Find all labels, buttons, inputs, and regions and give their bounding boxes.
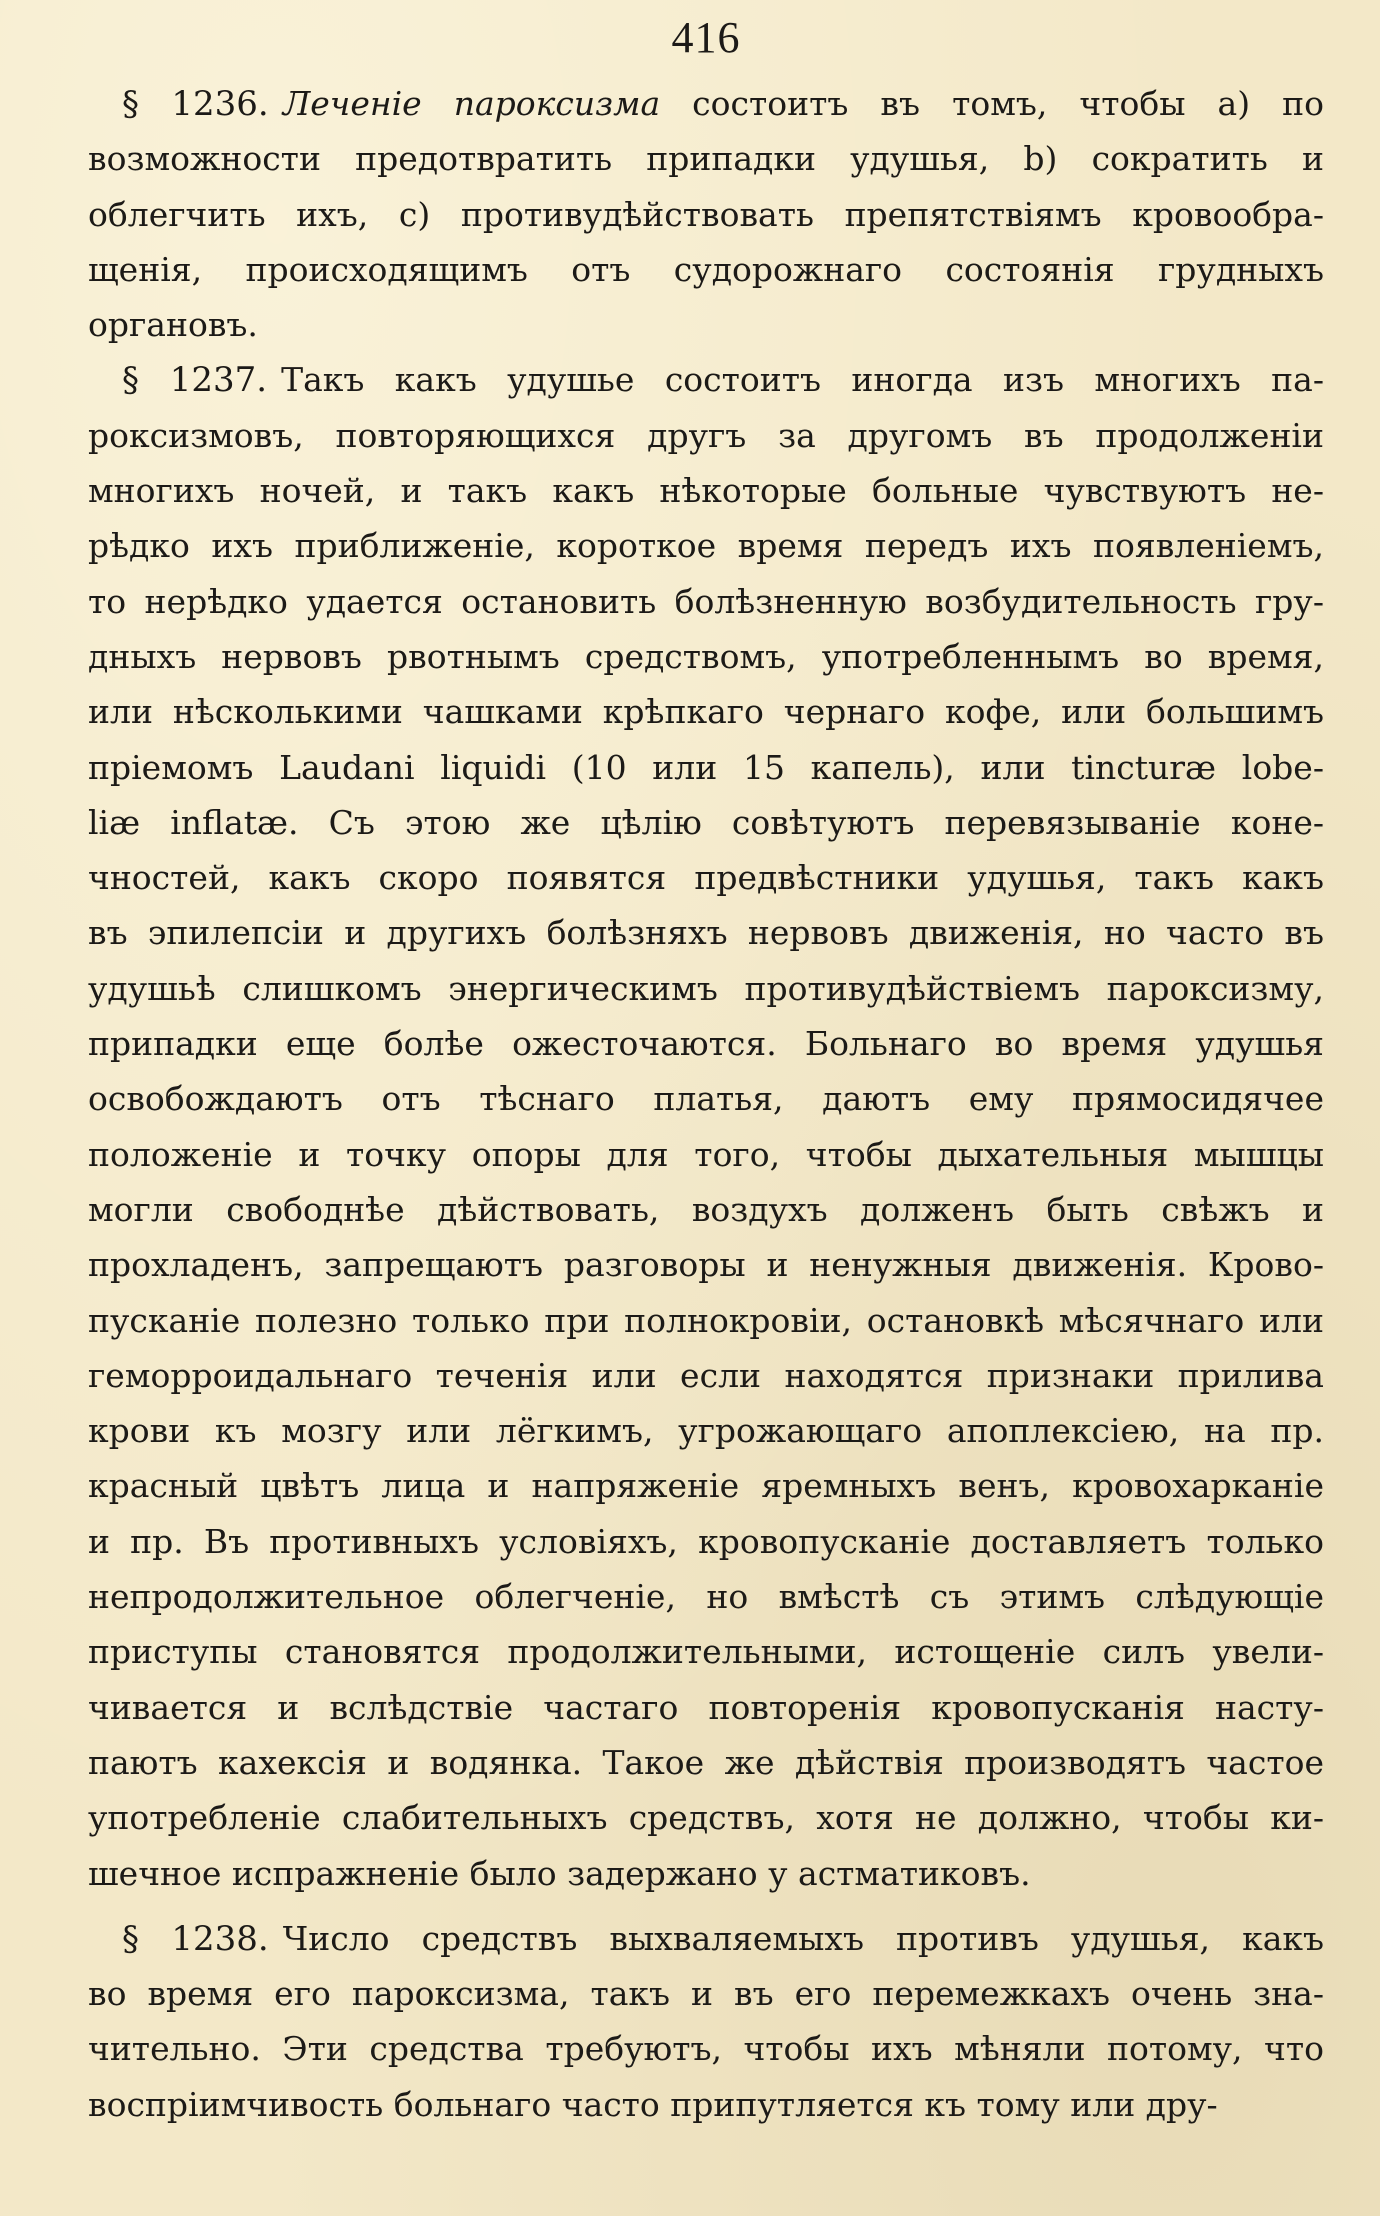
text-line: освобождаютъ отъ тѣснаго платья, даютъ ему прямосидячее — [88, 1079, 1324, 1119]
text-line: въ эпилепсіи и другихъ болѣзняхъ нервовъ движенія, но часто въ — [88, 913, 1324, 953]
text-line: рѣдко ихъ приближеніе, короткое время передъ ихъ появленіемъ, — [88, 526, 1324, 566]
paragraph-2 — [88, 352, 1324, 1900]
text-line: могли свободнѣе дѣйствовать, воздухъ долженъ быть свѣжъ и — [88, 1189, 1324, 1229]
text-line: щенія, происходящимъ отъ судорожнаго состоянія грудныхъ — [88, 249, 1324, 289]
text-line: многихъ ночей, и такъ какъ нѣкоторые больные чувствуютъ не- — [88, 471, 1324, 511]
text-line: органовъ. — [88, 305, 258, 345]
paragraph-3 — [88, 1911, 1324, 2132]
text-body — [88, 76, 1324, 2132]
text-line: геморроидальнаго теченія или если находятся признаки прилива — [88, 1355, 1324, 1395]
text-line: возможности предотвратить припадки удушья, b) сократить и — [88, 139, 1324, 179]
line-text: Такъ какъ удушье состоитъ иногда изъ многихъ па- — [281, 360, 1324, 400]
text-line: употребленіе слабительныхъ средствъ, хотя не должно, чтобы ки- — [88, 1798, 1324, 1838]
text-line: крови къ мозгу или лёгкимъ, угрожающаго апоплексіею, на пр. — [88, 1411, 1324, 1451]
paragraph-1 — [88, 76, 1324, 352]
text-line — [88, 1911, 1324, 1966]
text-line: liæ inflatæ. Съ этою же цѣлію совѣтуютъ перевязываніе коне- — [88, 802, 1324, 842]
text-line: паютъ кахексія и водянка. Такое же дѣйствія производятъ частое — [88, 1742, 1324, 1782]
text-line: роксизмовъ, повторяющихся другъ за другомъ въ продолженіи — [88, 415, 1324, 455]
section-number: § 1237. — [122, 360, 268, 401]
text-line: удушьѣ слишкомъ энергическимъ противудѣйствіемъ пароксизму, — [88, 968, 1324, 1008]
text-line — [88, 352, 1324, 407]
text-line: чивается и вслѣдствіе частаго повторенія кровопусканія насту- — [88, 1687, 1324, 1727]
text-line: облегчить ихъ, c) противудѣйствовать препятствіямъ кровообра- — [88, 194, 1324, 234]
text-line: приступы становятся продолжительными, истощеніе силъ увели- — [88, 1632, 1324, 1672]
text-line: чительно. Эти средства требуютъ, чтобы ихъ мѣняли потому, что — [88, 2029, 1324, 2069]
text-line: и пр. Въ противныхъ условіяхъ, кровопусканіе доставляетъ только — [88, 1521, 1324, 1561]
text-line: прохладенъ, запрещаютъ разговоры и ненужныя движенія. Крово- — [88, 1245, 1324, 1285]
paragraph-gap — [88, 1901, 1324, 1911]
text-line: воспріимчивость больнаго часто припутляется къ тому или дру- — [88, 2084, 1218, 2124]
text-line: пусканіе полезно только при полнокровіи, остановкѣ мѣсячнаго или — [88, 1300, 1324, 1340]
text-line: чностей, какъ скоро появятся предвѣстники удушья, такъ какъ — [88, 858, 1324, 898]
text-line: припадки еще болѣе ожесточаются. Больнаго во время удушья — [88, 1024, 1324, 1064]
text-line: положеніе и точку опоры для того, чтобы дыхательныя мышцы — [88, 1134, 1324, 1174]
line-text: Леченіе пароксизма состоитъ въ томъ, чтобы a) по — [282, 84, 1324, 123]
section-number: § 1236. — [122, 84, 269, 124]
text-line — [88, 76, 1324, 131]
text-line: во время его пароксизма, такъ и въ его перемежкахъ очень зна- — [88, 1974, 1324, 2014]
page-number: 416 — [671, 13, 741, 62]
text-line: красный цвѣтъ лица и напряженіе яремныхъ венъ, кровохарканіе — [88, 1466, 1324, 1506]
text-line: или нѣсколькими чашками крѣпкаго чернаго кофе, или большимъ — [88, 692, 1324, 732]
section-number: § 1238. — [122, 1918, 269, 1959]
text-line: пріемомъ Laudani liquidi (10 или 15 капель), или tincturæ lobe- — [88, 747, 1324, 787]
text-line: шечное испражненіе было задержано у астматиковъ. — [88, 1853, 1031, 1893]
text-line: дныхъ нервовъ рвотнымъ средствомъ, употребленнымъ во время, — [88, 636, 1324, 676]
text-line: то нерѣдко удается остановить болѣзненную возбудительность гру- — [88, 581, 1324, 621]
italic-heading: Леченіе пароксизма — [282, 84, 661, 123]
text-line: непродолжительное облегченіе, но вмѣстѣ съ этимъ слѣдующіе — [88, 1577, 1324, 1617]
line-text: Число средствъ выхваляемыхъ противъ удушья, какъ — [282, 1918, 1324, 1958]
